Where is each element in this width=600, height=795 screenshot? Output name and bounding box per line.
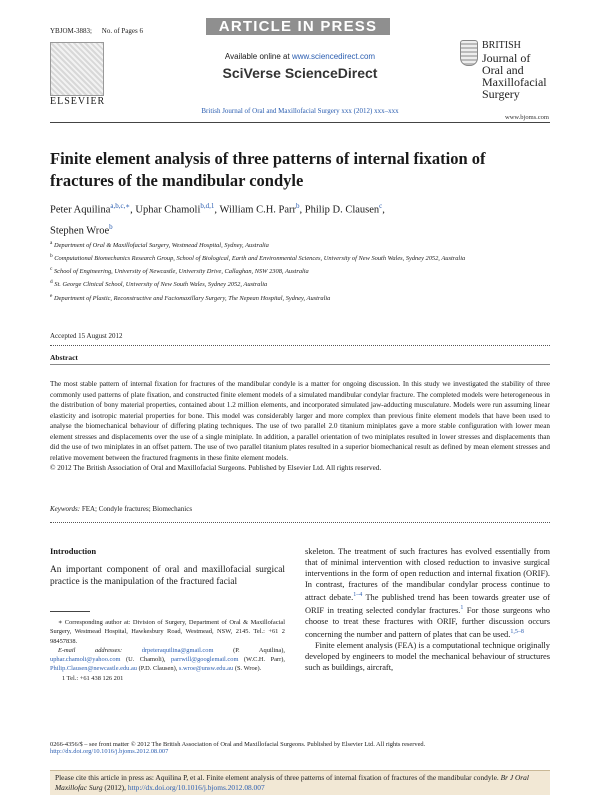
article-title: Finite element analysis of three patterns of internal fixation of fractures of the mandibular condyle (50, 149, 486, 190)
paragraph: skeleton. The treatment of such fractures has evolved essentially from that of minimal intervention with closed reduction to invasive surgical interventions in the form of open reduction and internal fixation (ORIF). In contrast, fractures of the mandibular condylar process continue to attract debate.$^{1-4}$ The published trend has been towards greater use of ORIF in treating selected condylar fractures.$^1$ For those surgeons who choose to treat these fractures with ORIF, further discussion occurs concerning the number and pattern of plates that can be used.$^{1,5-8}$ (305, 547, 550, 640)
publisher-name: ELSEVIER (50, 96, 106, 107)
email-owner: (P.D. Clausen), (138, 665, 178, 673)
paragraph: Finite element analysis (FEA) is a computational technique originally developed by engineers to model the mechanical behaviour of structures such as buildings, aircraft, (305, 641, 550, 673)
issn-line (50, 741, 550, 755)
author-name: Philip D. Clausen (304, 204, 380, 216)
introduction-col1: An important component of oral and maxillofacial surgical practice is the manipulation of the fractured facial (50, 565, 285, 587)
keywords-label: Keywords: (50, 505, 81, 513)
email-owner: (W.C.H. Parr), (243, 656, 285, 664)
header-divider (50, 122, 550, 123)
journal-url[interactable]: www.bjoms.com (505, 114, 549, 121)
email-owner: (P. Aquilina), (233, 646, 285, 654)
copyright-line: © 2012 The British Association of Oral and Maxillofacial Surgeons. Published by Elsevier Ltd. All rights reserved. (50, 464, 382, 472)
cite-doi-link[interactable]: http://dx.doi.org/10.1016/j.bjoms.2012.08.007 (127, 783, 265, 792)
doi-link[interactable]: http://dx.doi.org/10.1016/j.bjoms.2012.08.007 (50, 748, 169, 755)
abstract-heading: Abstract (50, 353, 78, 362)
accepted-date: Accepted 15 August 2012 (50, 332, 123, 340)
journal-logo-text (482, 40, 547, 100)
author-marks[interactable]: b (109, 222, 113, 231)
reference-link[interactable]: 1,5–8 (510, 629, 524, 636)
author-marks[interactable]: c (379, 202, 383, 210)
abstract-divider (50, 364, 550, 365)
reference-link[interactable]: 1 (460, 605, 464, 612)
keywords (50, 505, 192, 513)
affiliations (50, 238, 550, 304)
journal-citation-line[interactable]: British Journal of Oral and Maxillofacial Surgery xxx (2012) xxx–xxx (201, 107, 399, 115)
author-marks[interactable]: b (296, 202, 300, 210)
article-in-press-banner: ARTICLE IN PRESS (206, 18, 390, 35)
email-link[interactable]: uphar.chamoli@yahoo.com (50, 656, 121, 664)
affiliation: $^e$ Department of Plastic, Reconstructive and Faciomaxillary Surgery, The Nepean Hospital, Sydney, Australia (50, 292, 331, 302)
telephone-note: 1 Tel.: +61 438 126 201 (62, 674, 124, 682)
email-link[interactable]: s.wroe@unsw.edu.au (178, 665, 234, 673)
author-name: Stephen Wroe (50, 225, 110, 236)
journal-logo-line: Surgery (482, 87, 520, 101)
dotted-divider (50, 522, 550, 523)
corresponding-author-note: ∗ Corresponding author at: Division of Surgery, Department of Oral & Maxillofacial Surgery, Westmead Hospital, Hawkesbury Road, Westmead, NSW, 2145. Tel.: +61 2 98457838. (50, 619, 285, 645)
affiliation: $^b$ Computational Biomechanics Research Group, School of Biological, Earth and Environmental Sciences, University of New South Wales, Sydney 2052, Australia (50, 253, 466, 263)
author-name: Peter Aquilina (50, 204, 111, 216)
author-marks[interactable]: b,d,1 (200, 202, 215, 210)
footnotes (50, 618, 285, 683)
email-addresses (50, 646, 285, 674)
email-owner: (U. Chamoli), (125, 656, 166, 664)
email-label: E-mail addresses: (58, 646, 123, 654)
running-header (50, 27, 151, 35)
email-link[interactable]: parrwill@googlemail.com (170, 656, 239, 664)
page-count: No. of Pages 6 (101, 27, 143, 35)
footnote-divider (50, 611, 90, 612)
cite-prefix: Please cite this article in press as: Aquilina P, et al. Finite element analysis of three patterns of internal fixation of fractures of the mandibular condyle. (55, 773, 499, 782)
email-link[interactable]: Philip.Clausen@newcastle.edu.au (50, 665, 137, 673)
author-marks[interactable]: a,b,c,∗ (110, 202, 131, 210)
abstract-text: The most stable pattern of internal fixation for fractures of the mandibular condyle is a matter for ongoing discussion. In this study we investigated the stability of three commonly used patterns of plate fixation, and constructed finite element models of a simulated mandibular condylar fracture. The completed models were heterogeneous in the distribution of bony material properties, contained about 1.2 million elements, and incorporated simulated jaw-adducting musculature. Models were run assuming linear elasticity and isotropic material properties for bone. This model was considerably larger and more complex than previous finite element models that have been used to analyse the biomechanical behaviour of differing plating techniques. The use of two parallel 2.0 titanium miniplates gave a more stable configuration with lower mean element stresses and displacements over the use of a single miniplate. In addition, a parallel orientation of two miniplates resulted in lower stresses and displacements than did the use of two miniplates in an offset pattern. The use of two parallel titanium plates resulted in a superior biomechanical result as defined by mean element stresses and relative movement between the fractured fragments in these finite element models. (50, 380, 550, 462)
author-name: William C.H. Parr (219, 204, 297, 216)
citation-box (50, 770, 550, 795)
email-link[interactable]: drpeteraquilina@gmail.com (141, 646, 214, 654)
introduction-heading: Introduction (50, 546, 97, 556)
sciencedirect-link[interactable]: www.sciencedirect.com (291, 52, 376, 61)
journal-logo-line: Oral and (482, 63, 524, 77)
affiliation: $^d$ St. George Clinical School, University of New South Wales, Sydney 2052, Australia (50, 279, 268, 289)
journal-logo-line: Maxillofacial (482, 75, 547, 89)
journal-logo-line: BRITISH (482, 40, 521, 51)
author-name: Uphar Chamoli (135, 204, 201, 216)
reference-link[interactable]: 1–4 (353, 592, 363, 599)
affiliation: $^c$ School of Engineering, University of Newcastle, University Drive, Callaghan, NSW 2308, Australia (50, 266, 309, 276)
author-list: Peter Aquilina$^{a,b,c,∗}$, Uphar Chamoli$^{b,d,1}$, William C.H. Parr$^b$, Philip D. Clausen$^c$, Stephen Wroe$^b$ (50, 202, 385, 236)
affiliation: $^a$ Department of Oral & Maxillofacial Surgery, Westmead Hospital, Sydney, Australia (50, 240, 269, 250)
article-code: YBJOM-3883; (50, 27, 93, 35)
sciverse-logo: SciVerse ScienceDirect (222, 65, 378, 81)
journal-crest-icon (460, 40, 478, 66)
dotted-divider (50, 345, 550, 346)
abstract-body (50, 379, 550, 474)
available-prefix: Available online at (224, 52, 290, 61)
email-owner: (S. Wroe). (234, 665, 262, 673)
cite-journal: Br J Oral Maxillofac Surg (55, 773, 529, 792)
issn-text: 0266-4356/$ – see front matter © 2012 The British Association of Oral and Maxillofacial Surgeons. Published by Elsevier Ltd. All rights reserved. (50, 741, 426, 748)
journal-logo-line: Journal of (482, 51, 531, 65)
keywords-list: FEA; Condyle fractures; Biomechanics (81, 505, 193, 513)
introduction-col2 (305, 546, 550, 673)
cite-year: (2012), (104, 783, 126, 792)
